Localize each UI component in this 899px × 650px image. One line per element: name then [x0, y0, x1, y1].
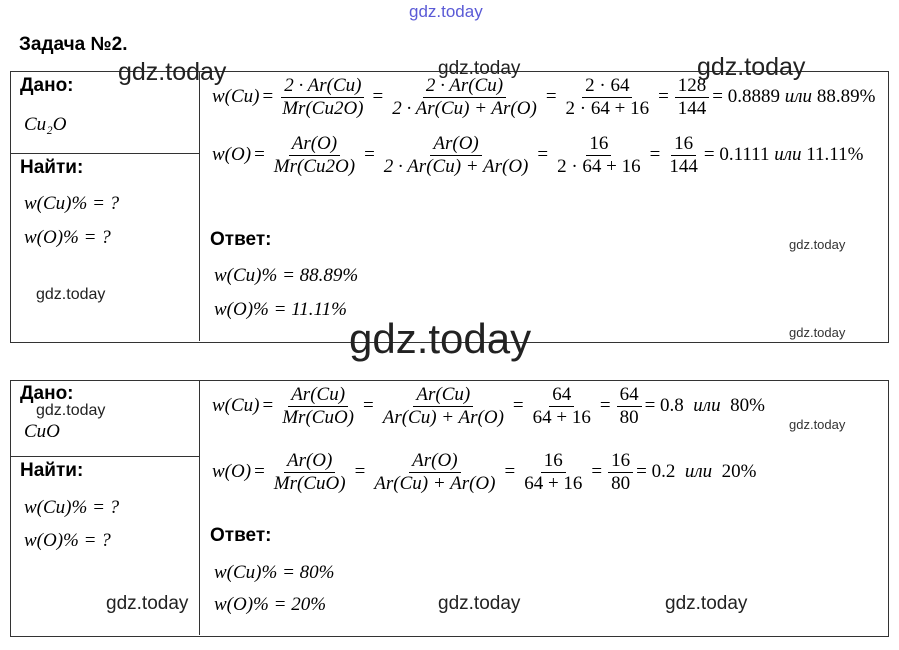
- eq-lhs: w(O): [212, 144, 252, 166]
- eq-result: = 0.2: [636, 461, 676, 483]
- fraction: [675, 76, 710, 119]
- watermark: gdz.today: [349, 315, 532, 362]
- problem1-given-label: Дано:: [20, 75, 74, 96]
- denominator: 64 + 16: [532, 406, 591, 428]
- fraction: [530, 385, 594, 428]
- fraction: [279, 385, 357, 428]
- denominator: Ar(Cu) + Ar(O): [382, 406, 504, 428]
- problem1-divider: [199, 71, 200, 341]
- problem1-answer-label: Ответ:: [210, 229, 272, 250]
- numerator: 2 · Ar(Cu): [423, 76, 506, 98]
- eq-result: = 0.8: [644, 395, 684, 417]
- denominator: 2 · 64 + 16: [557, 155, 641, 177]
- numerator: Ar(Cu): [288, 385, 348, 407]
- denominator: 144: [677, 97, 707, 119]
- watermark: gdz.today: [789, 417, 846, 432]
- denominator: Mr(CuO): [273, 472, 346, 494]
- eq-result: = 0.1111: [703, 144, 770, 166]
- fraction: [563, 76, 653, 119]
- fraction: [271, 134, 358, 177]
- problem2-find-cu: w(Cu)% = ?: [24, 497, 120, 518]
- denominator: Ar(Cu) + Ar(O): [374, 472, 496, 494]
- problem2-given-formula: CuO: [24, 421, 60, 442]
- fraction: [608, 451, 633, 494]
- eq-lhs: w(Cu): [212, 395, 260, 417]
- problem2-find-o: w(O)% = ?: [24, 530, 111, 551]
- problem1-answer-cu: w(Cu)% = 88.89%: [214, 265, 359, 286]
- watermark: gdz.today: [697, 53, 806, 81]
- eq-word: или: [684, 461, 713, 483]
- problem1-find-o: w(O)% = ?: [24, 227, 111, 248]
- eq-result: = 0.8889: [712, 86, 781, 108]
- numerator: 64: [549, 385, 574, 407]
- numerator: Ar(O): [284, 451, 335, 473]
- problem2-answer-cu: w(Cu)% = 80%: [214, 562, 335, 583]
- problem2-divider: [199, 380, 200, 635]
- problem1-given-separator: [10, 153, 199, 154]
- watermark: gdz.today: [438, 593, 521, 614]
- fraction: [380, 385, 507, 428]
- numerator: Ar(O): [289, 134, 340, 156]
- denominator: 80: [619, 406, 639, 428]
- eq-word: или: [774, 144, 802, 166]
- watermark: gdz.today: [665, 593, 748, 614]
- eq-lhs: w(O): [212, 461, 252, 483]
- watermark: gdz.today: [36, 402, 106, 419]
- denominator: Mr(Cu2O): [273, 155, 356, 177]
- fraction: [381, 134, 532, 177]
- denominator: 64 + 16: [524, 472, 583, 494]
- problem1-equation-o: w(O) = $\frac{Ar(O)}{Mr(Cu2O)}$ = $\frac{Ar(O)}{2 \cdot Ar(Cu) + Ar(O)}$ = $\frac{16}{2 \cdot 64 + 16}$ = $\frac{16}{144}$ = 0.1111 или 11.11%: [212, 133, 864, 177]
- problem1-answer-o: w(O)% = 11.11%: [214, 299, 347, 320]
- denominator: 80: [611, 472, 631, 494]
- eq-word: или: [693, 395, 721, 417]
- watermark-top: gdz.today: [409, 2, 483, 21]
- problem2-find-label: Найти:: [20, 460, 84, 481]
- problem2-answer-label: Ответ:: [210, 525, 272, 546]
- watermark: gdz.today: [118, 58, 227, 86]
- problem2-equation-cu: w(Cu) = $\frac{Ar(Cu)}{\text{Mr(CuO)}}$ = $\frac{Ar(Cu)}{Ar(Cu) + Ar(O)}$ = $\frac{64}{64 + 16}$ = $\frac{64}{80}$ = 0.8 или 80%: [212, 384, 765, 428]
- fraction: [271, 451, 349, 494]
- numerator: Ar(O): [430, 134, 481, 156]
- watermark: gdz.today: [106, 593, 189, 614]
- numerator: 16: [608, 451, 633, 473]
- denominator: Mr(Cu2O): [282, 97, 364, 119]
- problem1-given-formula: Cu₂O: [24, 114, 67, 135]
- fraction: [666, 134, 701, 177]
- fraction: [521, 451, 585, 494]
- numerator: 2 · Ar(Cu): [281, 76, 364, 98]
- fraction: [617, 385, 642, 428]
- numerator: 16: [671, 134, 696, 156]
- numerator: Ar(Cu): [413, 385, 473, 407]
- eq-percent: 88.89%: [816, 86, 876, 108]
- denominator: Mr(CuO): [282, 406, 354, 428]
- denominator: 2 · 64 + 16: [565, 97, 650, 119]
- fraction: [371, 451, 498, 494]
- numerator: 128: [675, 76, 710, 98]
- eq-percent: 80%: [730, 395, 765, 417]
- problem2-given-label: Дано:: [20, 383, 74, 404]
- watermark: gdz.today: [789, 325, 846, 340]
- numerator: Ar(O): [409, 451, 460, 473]
- denominator: 2 · Ar(Cu) + Ar(O): [392, 97, 537, 119]
- problem1-find-cu: w(Cu)% = ?: [24, 193, 120, 214]
- problem1-find-label: Найти:: [20, 157, 84, 178]
- watermark: gdz.today: [438, 58, 521, 79]
- problem2-equation-o: w(O) = $\frac{Ar(O)}{\text{Mr(CuO)}}$ = $\frac{Ar(O)}{Ar(Cu) + Ar(O)}$ = $\frac{16}{64 + 16}$ = $\frac{16}{80}$ = 0.2 или 20%: [212, 450, 757, 494]
- page-title: Задача №2.: [19, 34, 128, 55]
- fraction: [554, 134, 644, 177]
- numerator: 64: [617, 385, 642, 407]
- denominator: 144: [669, 155, 698, 177]
- numerator: 2 · 64: [582, 76, 632, 98]
- numerator: 16: [541, 451, 566, 473]
- denominator: 2 · Ar(Cu) + Ar(O): [383, 155, 529, 177]
- numerator: 16: [586, 134, 611, 156]
- eq-percent: 20%: [721, 461, 757, 483]
- problem2-answer-o: w(O)% = 20%: [214, 594, 327, 615]
- watermark: gdz.today: [36, 286, 106, 303]
- eq-percent: 11.11%: [806, 144, 864, 166]
- fraction: [279, 76, 366, 119]
- watermark: gdz.today: [789, 237, 846, 252]
- eq-word: или: [784, 86, 813, 108]
- problem1-equation-cu: w(Cu) = $\frac{2 \cdot Ar(Cu)}{Mr(Cu2O)}$ = $\frac{2 \cdot Ar(Cu)}{2 \cdot Ar(Cu) + Ar(O)}$ = $\frac{2 \cdot 64}{2 \cdot 64 + 16}$ = $\frac{128}{144}$ = 0.8889 или 88.89%: [212, 75, 876, 119]
- problem2-given-separator: [10, 456, 199, 457]
- eq-lhs: w(Cu): [212, 86, 260, 108]
- fraction: [389, 76, 540, 119]
